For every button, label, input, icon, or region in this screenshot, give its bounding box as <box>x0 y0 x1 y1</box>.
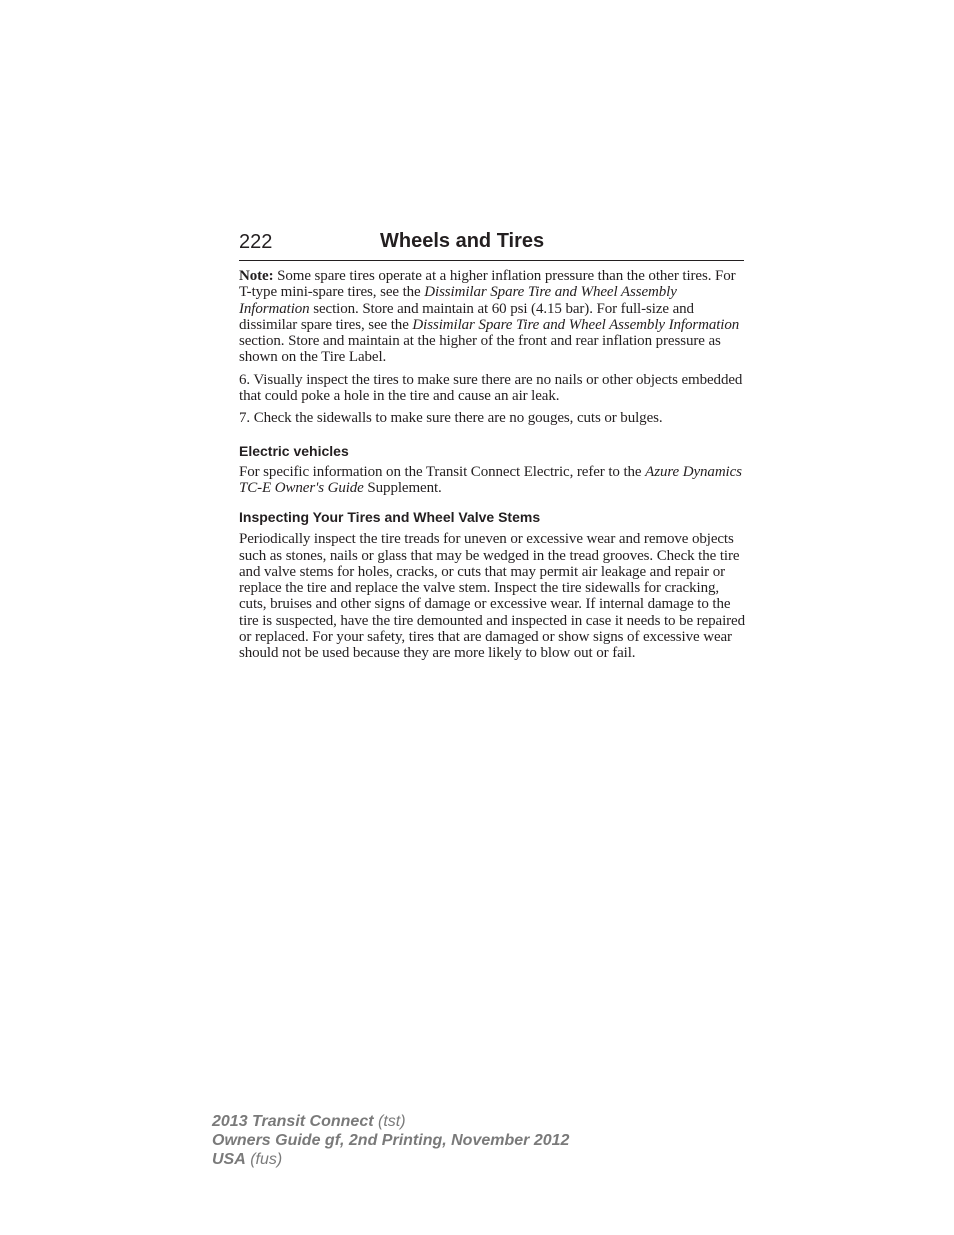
note-text-2: section. Store and maintain at 60 psi (4.15 bar). For full-size and dissimilar spare tires, see the <box>239 300 694 333</box>
note-reference-1: Dissimilar Spare Tire and Wheel Assembly Information <box>239 284 677 317</box>
note-label: Note: <box>239 268 274 284</box>
electric-text-2: Supplement. <box>363 479 442 496</box>
inspecting-tires-paragraph: Periodically inspect the tire treads for uneven or excessive wear and remove objects such as stones, nails or glass that may be wedged in the tread grooves. Check the tire and valve stems for holes, cracks, or cuts that may permit air leakage and repair or replace the tire and replace the valve stem. Inspect the tire sidewalls for cracking, cuts, bruises and other signs of damage or excessive wear. If internal damage to the tire is suspected, have the tire demounted and inspected in case it needs to be repaired or replaced. For your safety, tires that are damaged or show signs of excessive wear should not be used because they are more likely to blow out or fail. <box>239 531 746 662</box>
page-title: Wheels and Tires <box>380 230 545 252</box>
footer-line-2: Owners Guide gf, 2nd Printing, November 2012 <box>212 1132 570 1149</box>
note-text-3: section. Store and maintain at the higher of the front and rear inflation pressure as shown on the Tire Label. <box>239 333 721 366</box>
footer-model-code: (tst) <box>373 1113 406 1130</box>
note-text-1: Some spare tires operate at a higher inflation pressure than the other tires. For T-type mini-spare tires, see the <box>239 268 736 301</box>
page-footer <box>212 1112 569 1169</box>
footer-market: USA <box>212 1151 246 1168</box>
page-header <box>239 226 744 261</box>
electric-text-1: For specific information on the Transit Connect Electric, refer to the <box>239 463 646 480</box>
electric-vehicles-heading: Electric vehicles <box>239 442 349 459</box>
electric-reference: Azure Dynamics TC-E Owner's Guide <box>239 463 742 496</box>
inspecting-tires-heading: Inspecting Your Tires and Wheel Valve Stems <box>239 509 541 526</box>
footer-model: 2013 Transit Connect <box>212 1113 374 1130</box>
note-reference-2: Dissimilar Spare Tire and Wheel Assembly Information <box>412 316 740 333</box>
step-7: 7. Check the sidewalls to make sure there are no gouges, cuts or bulges. <box>239 410 663 427</box>
page-content <box>239 268 745 662</box>
footer-line-3 <box>212 1150 569 1169</box>
electric-vehicles-paragraph <box>239 464 745 497</box>
footer-line-1 <box>212 1112 569 1131</box>
page-number: 222 <box>239 231 273 253</box>
step-6: 6. Visually inspect the tires to make sure there are no nails or other objects embedded that could poke a hole in the tire and cause an air leak. <box>239 371 743 405</box>
note-paragraph <box>239 268 745 366</box>
footer-market-code: (fus) <box>245 1151 283 1168</box>
